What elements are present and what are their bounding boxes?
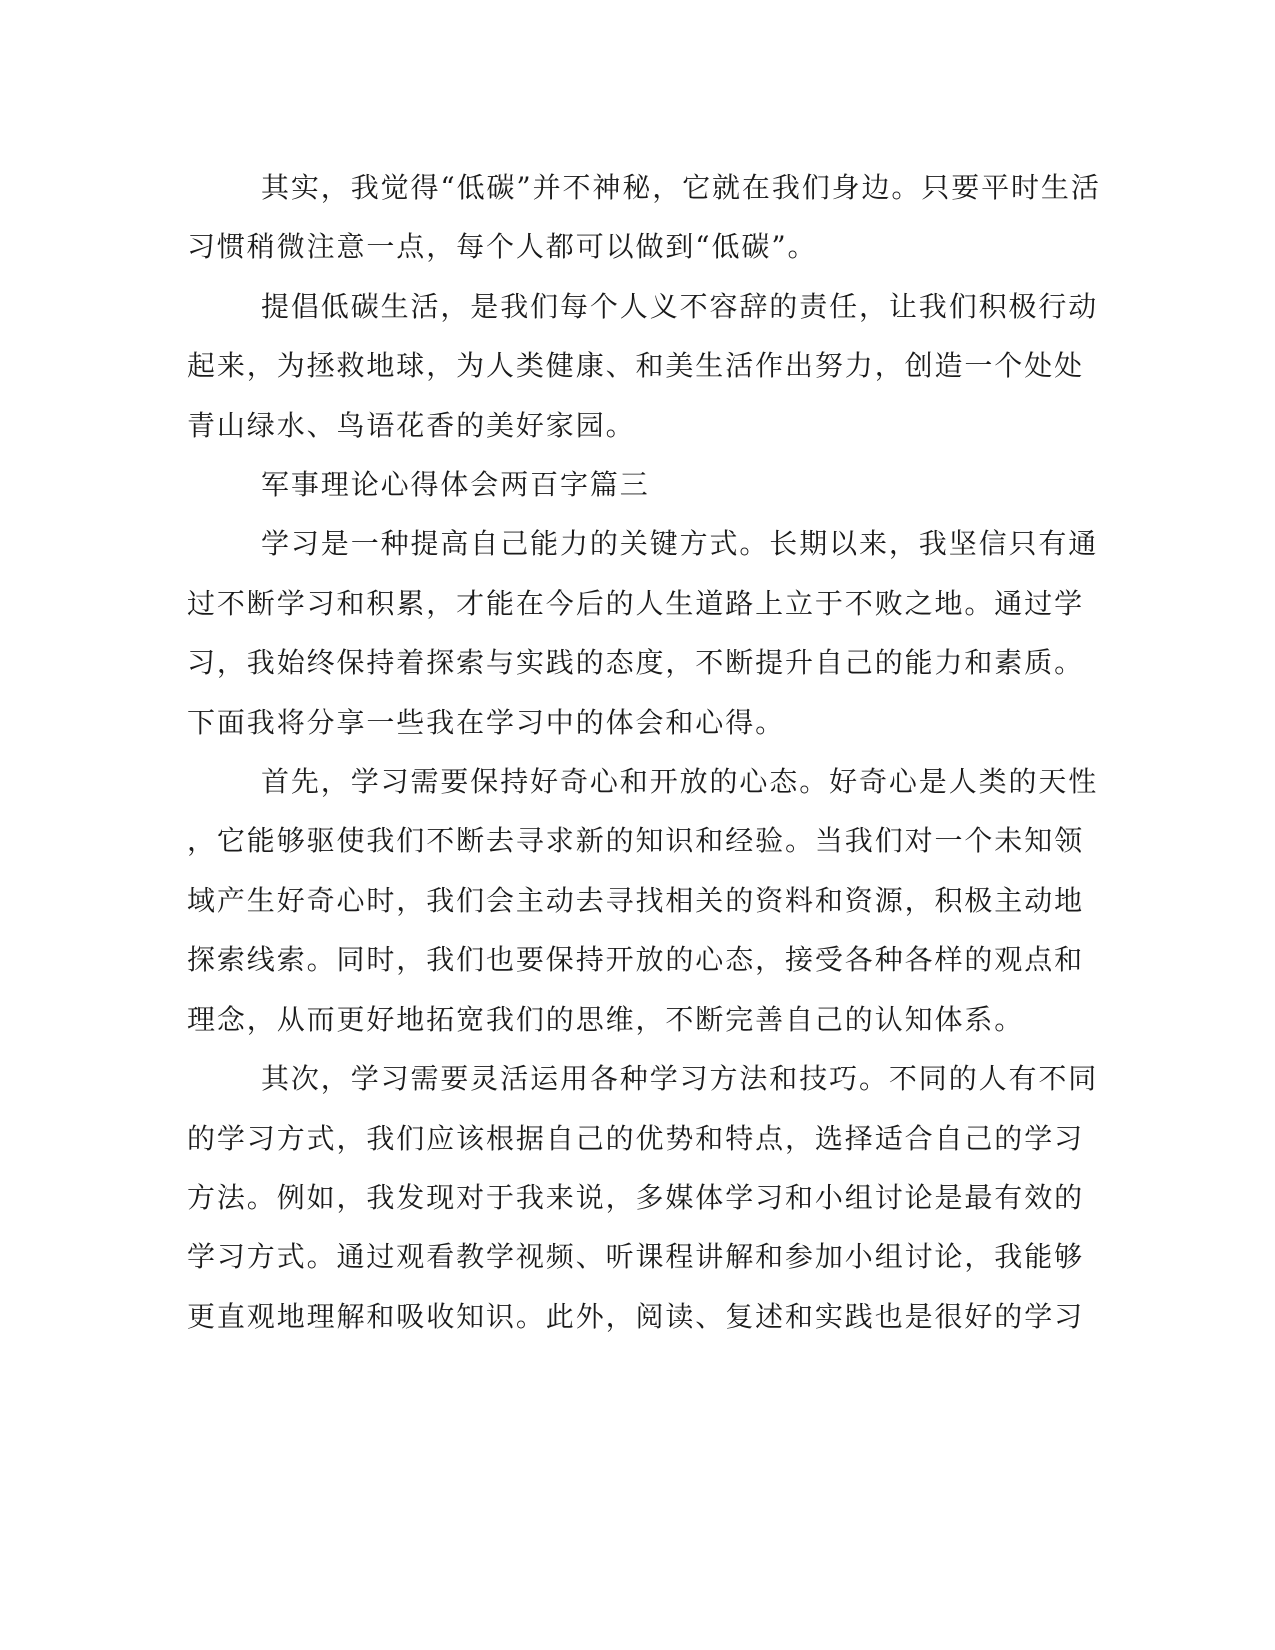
text-line: 习，我始终保持着探索与实践的态度，不断提升自己的能力和素质。 xyxy=(187,646,1085,680)
text-line: 下面我将分享一些我在学习中的体会和心得。 xyxy=(187,705,786,739)
text-line: 学习是一种提高自己能力的关键方式。长期以来，我坚信只有通 xyxy=(261,527,1099,561)
text-line: 提倡低碳生活，是我们每个人义不容辞的责任，让我们积极行动 xyxy=(261,289,1099,323)
paragraph-1 xyxy=(187,158,1101,277)
text-line: 域产生好奇心时，我们会主动去寻找相关的资料和资源，积极主动地 xyxy=(187,883,1085,917)
text-line: 的学习方式，我们应该根据自己的优势和特点，选择适合自己的学习 xyxy=(187,1121,1085,1155)
text-line: 方法。例如，我发现对于我来说，多媒体学习和小组讨论是最有效的 xyxy=(187,1180,1085,1214)
text-line: 起来，为拯救地球，为人类健康、和美生活作出努力，创造一个处处 xyxy=(187,349,1085,383)
heading-text: 军事理论心得体会两百字篇三 xyxy=(261,468,650,502)
text-line: ，它能够驱使我们不断去寻求新的知识和经验。当我们对一个未知领 xyxy=(187,824,1085,858)
text-line: 其次，学习需要灵活运用各种学习方法和技巧。不同的人有不同 xyxy=(261,1062,1099,1096)
text-line: 更直观地理解和吸收知识。此外，阅读、复述和实践也是很好的学习 xyxy=(187,1299,1085,1333)
text-line: 理念，从而更好地拓宽我们的思维，不断完善自己的认知体系。 xyxy=(187,1002,1025,1036)
text-line: 青山绿水、鸟语花香的美好家园。 xyxy=(187,408,636,442)
paragraph-5 xyxy=(187,1049,1099,1346)
text-line: 探索线索。同时，我们也要保持开放的心态，接受各种各样的观点和 xyxy=(187,943,1085,977)
section-heading xyxy=(187,455,1067,514)
text-line: 习惯稍微注意一点，每个人都可以做到“低碳”。 xyxy=(187,230,818,264)
paragraph-3 xyxy=(187,514,1099,752)
text-line: 其实，我觉得“低碳”并不神秘，它就在我们身边。只要平时生活 xyxy=(261,171,1101,204)
text-line: 过不断学习和积累，才能在今后的人生道路上立于不败之地。通过学 xyxy=(187,586,1085,620)
text-line: 学习方式。通过观看教学视频、听课程讲解和参加小组讨论，我能够 xyxy=(187,1240,1085,1274)
paragraph-4 xyxy=(187,752,1099,1049)
document-body xyxy=(187,158,1101,1346)
paragraph-2 xyxy=(187,277,1099,455)
text-line: 首先，学习需要保持好奇心和开放的心态。好奇心是人类的天性 xyxy=(261,765,1099,799)
